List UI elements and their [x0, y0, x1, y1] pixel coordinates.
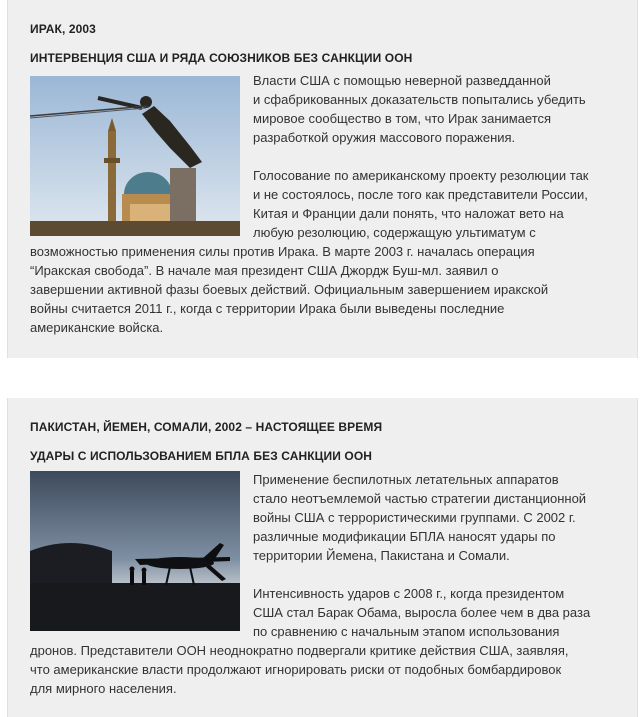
body-line: Китая и Франции дали понять, что наложат вето на: [253, 206, 564, 221]
body-line: мировое сообщество в том, что Ирак занимается: [253, 111, 552, 126]
article-card-drones: [7, 398, 638, 717]
section-place: ПАКИСТАН, ЙЕМЕН, СОМАЛИ, 2002 – НАСТОЯЩЕЕ ВРЕМЯ: [30, 420, 383, 434]
body-line: американские войска.: [30, 320, 164, 335]
body-line: любую резолюцию, содержащую ультиматум с: [253, 225, 536, 240]
body-line: войны считается 2011 г., когда с территории Ирака были выведены последние: [30, 301, 505, 316]
body-line: и сфабрикованных доказательств попытались убедить: [253, 92, 586, 107]
drone-photo-image: [30, 471, 240, 631]
body-line: Применение беспилотных летательных аппаратов: [253, 472, 559, 487]
statue-toppling-photo: [30, 76, 240, 236]
body-line: стало неотъемлемой частью стратегии дистанционной: [253, 491, 587, 506]
section-place: ИРАК, 2003: [30, 22, 96, 36]
body-line: территории Йемена, Пакистана и Сомали.: [253, 548, 510, 563]
section-headline: ИНТЕРВЕНЦИЯ США И РЯДА СОЮЗНИКОВ БЕЗ САНКЦИИ ООН: [30, 51, 413, 65]
drone-hangar-photo: [30, 471, 240, 631]
body-line: разработкой оружия массового поражения.: [253, 130, 516, 145]
statue-photo-image: [30, 76, 240, 236]
body-line: по сравнению с начальным этапом использования: [253, 624, 560, 639]
body-line: войны США с террористическими группами. С 2002 г.: [253, 510, 576, 525]
body-line: различные модификации БПЛА наносят удары по: [253, 529, 556, 544]
body-line: Голосование по американскому проекту резолюции так: [253, 168, 589, 183]
body-line: дронов. Представители ООН неоднократно подвергали критике действия США, заявляя,: [30, 643, 569, 658]
body-line: “Иракская свобода”. В начале мая президент США Джордж Буш-мл. заявил о: [30, 263, 499, 278]
body-line: Власти США с помощью неверной разведданной: [253, 73, 551, 88]
body-line: завершении активной фазы боевых действий. Официальным завершением иракской: [30, 282, 549, 297]
body-line: для мирного населения.: [30, 681, 177, 696]
body-line: Интенсивность ударов с 2008 г., когда президентом: [253, 586, 565, 601]
section-headline: УДАРЫ С ИСПОЛЬЗОВАНИЕМ БПЛА БЕЗ САНКЦИИ ООН: [30, 449, 373, 463]
body-line: возможностью применения силы против Ирака. В марте 2003 г. началась операция: [30, 244, 535, 259]
article-card-iraq: [7, 0, 638, 358]
body-line: и не состоялось, после того как представители России,: [253, 187, 588, 202]
body-line: что американские власти продолжают игнорировать риски от подобных бомбардировок: [30, 662, 562, 677]
body-line: США стал Барак Обама, выросла более чем в два раза: [253, 605, 591, 620]
